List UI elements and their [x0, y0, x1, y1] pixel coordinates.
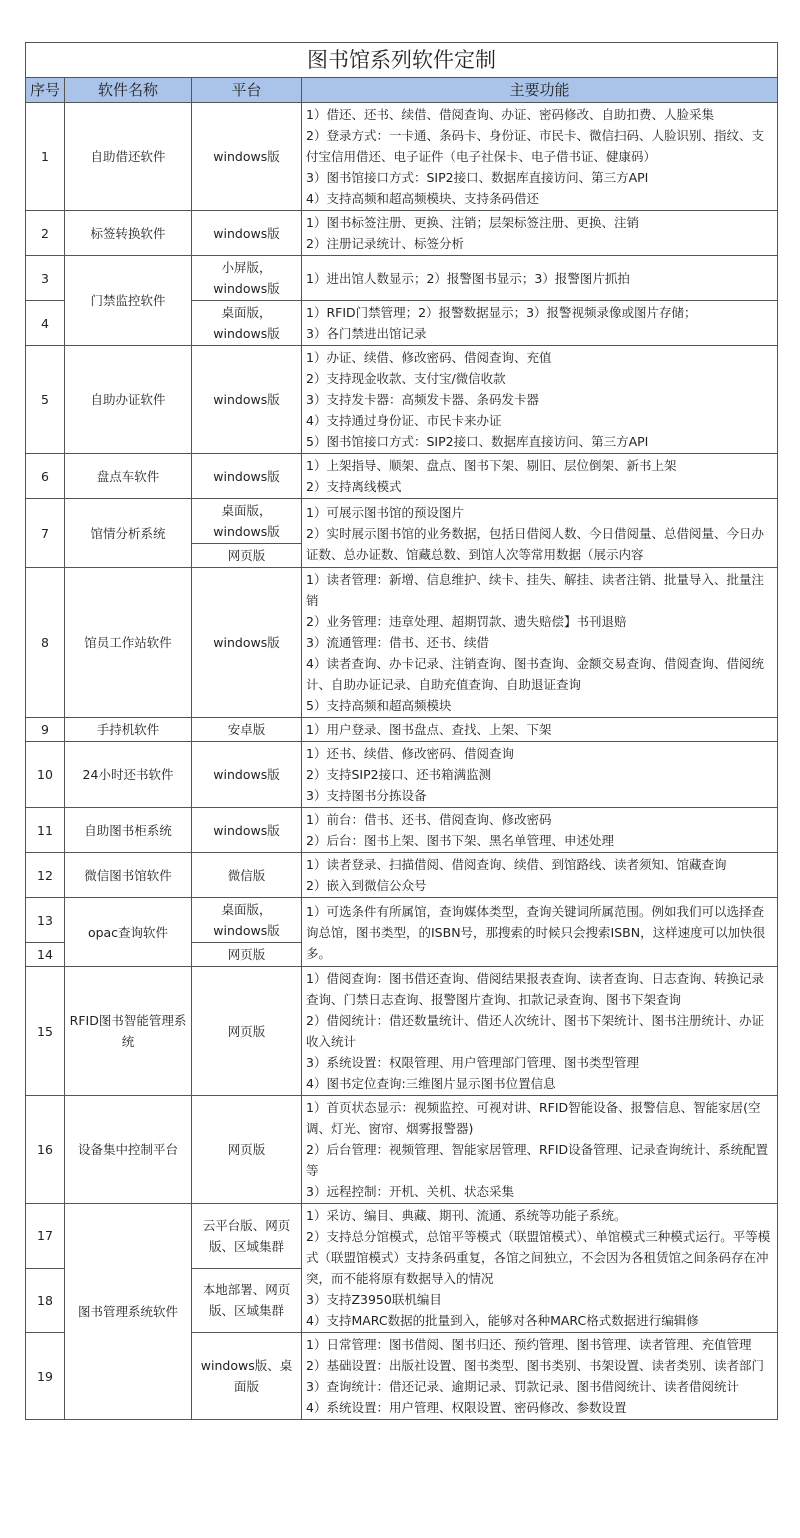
software-name: 自助借还软件: [65, 103, 192, 211]
function-line: 2）基础设置：出版社设置、图书类型、图书类别、书架设置、读者类别、读者部门: [306, 1358, 764, 1373]
functions: [302, 454, 778, 499]
row-no: 14: [26, 943, 65, 967]
table-row: [26, 808, 778, 853]
software-name: opac查询软件: [65, 898, 192, 967]
function-line: 1）前台：借书、还书、借阅查询、修改密码: [306, 812, 552, 827]
platform: windows版、桌面版: [192, 1333, 302, 1420]
table-row: [26, 898, 778, 943]
functions: [302, 808, 778, 853]
row-no: 13: [26, 898, 65, 943]
function-line: 3）查询统计：借还记录、逾期记录、罚款记录、图书借阅统计、读者借阅统计: [306, 1379, 739, 1394]
software-name: 馆情分析系统: [65, 499, 192, 568]
platform: 安卓版: [192, 718, 302, 742]
function-line: 2）支持离线模式: [306, 479, 402, 494]
function-line: 1）还书、续借、修改密码、借阅查询: [306, 746, 514, 761]
table-row: [26, 1096, 778, 1204]
function-line: 3）各门禁进出馆记录: [306, 326, 427, 341]
platform: 桌面版，windows版: [192, 898, 302, 943]
platform: 云平台版、网页版、区域集群: [192, 1204, 302, 1269]
function-line: 1）进出馆人数显示；2）报警图书显示；3）报警图片抓拍: [306, 270, 630, 286]
software-name: 标签转换软件: [65, 211, 192, 256]
table-row: [26, 853, 778, 898]
functions: [302, 211, 778, 256]
table-title: 图书馆系列软件定制: [26, 43, 778, 78]
row-no: 17: [26, 1204, 65, 1269]
function-line: 2）业务管理：违章处理、超期罚款、遗失赔偿】书刊退赔: [306, 614, 627, 629]
software-name: 自助图书柜系统: [65, 808, 192, 853]
function-line: 4）系统设置：用户管理、权限设置、密码修改、参数设置: [306, 1400, 627, 1415]
table-row: [26, 967, 778, 1096]
function-line: 2）支持SIP2接口、还书箱满监测: [306, 767, 492, 782]
functions: [302, 898, 778, 967]
row-no: 16: [26, 1096, 65, 1204]
function-line: 1）读者登录、扫描借阅、借阅查询、续借、到馆路线、读者须知、馆藏查询: [306, 857, 727, 872]
row-no: 2: [26, 211, 65, 256]
function-line: 4）支持通过身份证、市民卡来办证: [306, 413, 502, 428]
functions: [302, 499, 778, 568]
function-line: 2）登录方式：一卡通、条码卡、身份证、市民卡、微信扫码、人脸识别、指纹、支付宝信用借还、电子证件（电子社保卡、电子借书证、健康码）: [306, 128, 764, 164]
row-no: 19: [26, 1333, 65, 1420]
row-no: 5: [26, 346, 65, 454]
function-line: 1）RFID门禁管理；2）报警数据显示；3）报警视频录像或图片存储；: [306, 305, 697, 320]
functions: [302, 1204, 778, 1333]
function-line: 3）支持Z3950联机编目: [306, 1292, 442, 1307]
table-row: [26, 568, 778, 718]
table-row: [26, 211, 778, 256]
platform: 小屏版，windows版: [192, 256, 302, 301]
software-name: 微信图书馆软件: [65, 853, 192, 898]
function-line: 1）日常管理：图书借阅、图书归还、预约管理、图书管理、读者管理、充值管理: [306, 1337, 752, 1352]
function-line: 1）上架指导、顺架、盘点、图书下架、剔旧、层位倒架、新书上架: [306, 458, 677, 473]
header-no: 序号: [26, 78, 65, 103]
function-line: 2）注册记录统计、标签分析: [306, 236, 464, 251]
row-no: 4: [26, 301, 65, 346]
software-table: [25, 42, 778, 1420]
function-line: 1）可展示图书馆的预设图片: [306, 504, 464, 520]
function-line: 1）用户登录、图书盘点、查找、上架、下架: [306, 722, 552, 737]
platform: 本地部署、网页版、区域集群: [192, 1268, 302, 1333]
function-line: 3）图书馆接口方式：SIP2接口、数据库直接访问、第三方API: [306, 170, 649, 185]
row-no: 7: [26, 499, 65, 568]
software-name: 馆员工作站软件: [65, 568, 192, 718]
functions: [302, 853, 778, 898]
functions: [302, 346, 778, 454]
platform: windows版: [192, 568, 302, 718]
row-no: 8: [26, 568, 65, 718]
row-no: 3: [26, 256, 65, 301]
platform: windows版: [192, 103, 302, 211]
platform: 网页版: [192, 967, 302, 1096]
software-name: 设备集中控制平台: [65, 1096, 192, 1204]
platform: 网页版: [192, 1096, 302, 1204]
functions: [302, 1096, 778, 1204]
platform: windows版: [192, 454, 302, 499]
function-line: 5）支持高频和超高频模块: [306, 698, 452, 713]
function-line: 4）读者查询、办卡记录、注销查询、图书查询、金额交易查询、借阅查询、借阅统计、自助办证记录、自助充值查询、自助退证查询: [306, 656, 764, 692]
header-functions: 主要功能: [302, 78, 778, 103]
functions: [302, 103, 778, 211]
function-line: 4）支持MARC数据的批量到入，能够对各种MARC格式数据进行编辑修: [306, 1313, 699, 1328]
platform: windows版: [192, 346, 302, 454]
row-no: 11: [26, 808, 65, 853]
functions: [302, 967, 778, 1096]
function-line: 3）支持发卡器：高频发卡器、条码发卡器: [306, 392, 539, 407]
platform: 桌面版，windows版: [192, 301, 302, 346]
row-no: 15: [26, 967, 65, 1096]
software-name: 图书管理系统软件: [65, 1204, 192, 1420]
platform: windows版: [192, 808, 302, 853]
software-name: RFID图书智能管理系统: [65, 967, 192, 1096]
header-platform: 平台: [192, 78, 302, 103]
function-line: 3）流通管理：借书、还书、续借: [306, 635, 489, 650]
row-no: 6: [26, 454, 65, 499]
platform: 网页版: [192, 943, 302, 967]
function-line: 3）系统设置：权限管理、用户管理部门管理、图书类型管理: [306, 1055, 639, 1070]
function-line: 2）嵌入到微信公众号: [306, 878, 427, 893]
functions: [302, 568, 778, 718]
table-row: [26, 718, 778, 742]
functions: [302, 301, 778, 346]
function-line: 3）支持图书分拣设备: [306, 788, 427, 803]
platform: windows版: [192, 211, 302, 256]
function-line: 1）借还、还书、续借、借阅查询、办证、密码修改、自助扣费、人脸采集: [306, 107, 714, 122]
table-row: [26, 499, 778, 544]
software-name: 自助办证软件: [65, 346, 192, 454]
software-name: 24小时还书软件: [65, 742, 192, 808]
function-line: 1）借阅查询：图书借还查询、借阅结果报表查询、读者查询、日志查询、转换记录查询、门禁日志查询、报警图片查询、扣款记录查询、图书下架查询: [306, 971, 764, 1007]
function-line: 4）图书定位查询:三维图片显示图书位置信息: [306, 1076, 556, 1091]
software-name: 手持机软件: [65, 718, 192, 742]
function-line: 1）采访、编目、典藏、期刊、流通、系统等功能子系统。: [306, 1208, 627, 1223]
function-line: 5）图书馆接口方式：SIP2接口、数据库直接访问、第三方API: [306, 434, 649, 449]
table-row: [26, 454, 778, 499]
platform-secondary: 网页版: [192, 544, 302, 568]
function-line: 1）可选条件有所属馆，查询媒体类型，查询关键词所属范围。例如我们可以选择查询总馆，图书类型，的ISBN号，那搜索的时候只会搜索ISBN，这样速度可以加快很多。: [306, 903, 766, 961]
function-line: 3）远程控制：开机、关机、状态采集: [306, 1184, 514, 1199]
functions: [302, 1333, 778, 1420]
row-no: 12: [26, 853, 65, 898]
function-line: 2）借阅统计：借还数量统计、借还人次统计、图书下架统计、图书注册统计、办证收入统计: [306, 1013, 764, 1049]
functions: [302, 256, 778, 301]
row-no: 1: [26, 103, 65, 211]
platform: 桌面版，windows版: [192, 499, 302, 544]
function-line: 1）图书标签注册、更换、注销；层架标签注册、更换、注销: [306, 215, 639, 230]
table-row: [26, 1204, 778, 1269]
software-table-container: [25, 42, 777, 1420]
function-line: 2）后台：图书上架、图书下架、黑名单管理、申述处理: [306, 833, 614, 848]
platform: windows版: [192, 742, 302, 808]
software-name: 门禁监控软件: [65, 256, 192, 346]
function-line: 2）支持现金收款、支付宝/微信收款: [306, 371, 506, 386]
function-line: 2）后台管理：视频管理、智能家居管理、RFID设备管理、记录查询统计、系统配置等: [306, 1142, 769, 1178]
function-line: 1）读者管理：新增、信息维护、续卡、挂失、解挂、读者注销、批量导入、批量注销: [306, 572, 764, 608]
function-line: 2）支持总分馆模式，总馆平等模式（联盟馆模式）、单馆模式三种模式运行。平等模式（联盟馆模式）支持条码重复，各馆之间独立，不会因为各租赁馆之间条码存在冲突，而不能将原有数据导入的情况: [306, 1229, 771, 1286]
function-line: 1）办证、续借、修改密码、借阅查询、充值: [306, 350, 552, 365]
row-no: 18: [26, 1268, 65, 1333]
table-row: [26, 103, 778, 211]
function-line: 1）首页状态显示：视频监控、可视对讲、RFID智能设备、报警信息、智能家居(空调、灯光、窗帘、烟雾报警器): [306, 1100, 761, 1136]
table-row: [26, 256, 778, 301]
table-row: [26, 742, 778, 808]
software-name: 盘点车软件: [65, 454, 192, 499]
function-line: 4）支持高频和超高频模块、支持条码借还: [306, 191, 539, 206]
row-no: 9: [26, 718, 65, 742]
row-no: 10: [26, 742, 65, 808]
platform: 微信版: [192, 853, 302, 898]
header-name: 软件名称: [65, 78, 192, 103]
function-line: 2）实时展示图书馆的业务数据，包括日借阅人数、今日借阅量、总借阅量、今日办证数、总办证数、馆藏总数、到馆人次等常用数据（展示内容: [306, 525, 764, 562]
functions: [302, 742, 778, 808]
functions: [302, 718, 778, 742]
table-row: [26, 346, 778, 454]
